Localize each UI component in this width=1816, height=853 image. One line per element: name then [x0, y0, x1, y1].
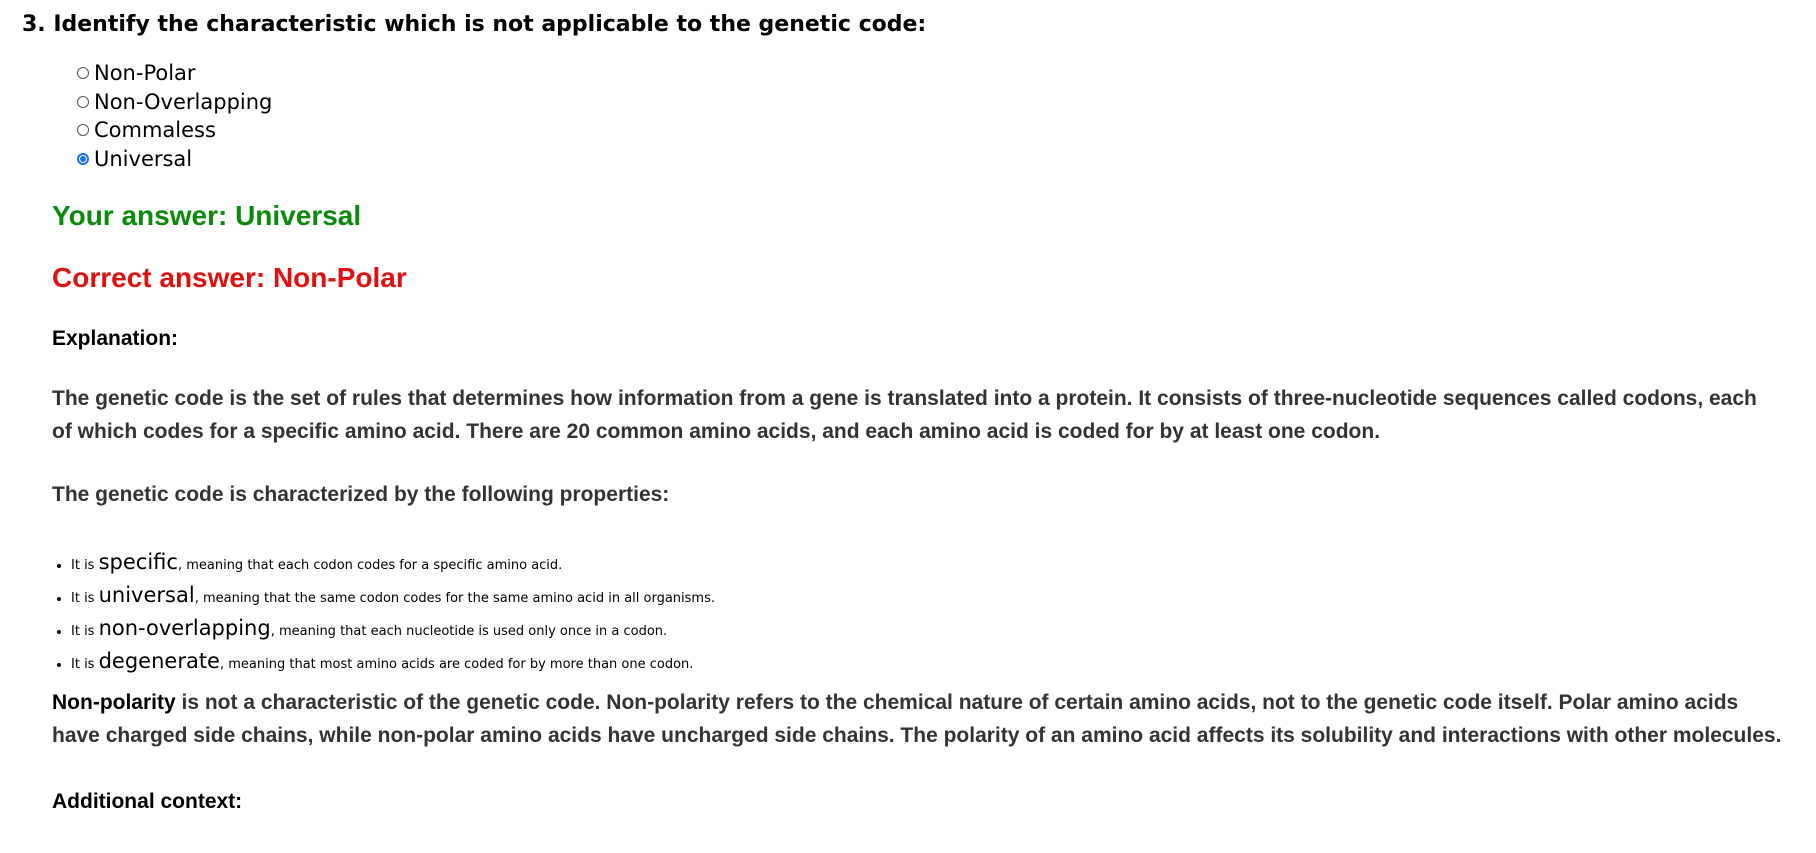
list-item: • It is universal, meaning that the same codon codes for the same amino acid in all organisms.	[71, 579, 715, 612]
answer-options	[77, 59, 272, 173]
your-answer: Your answer: Universal	[52, 200, 362, 231]
explanation-paragraph-1: The genetic code is the set of rules that determines how information from a gene is translated into a protein. It consists of three-nucleotide sequences called codons, each of which codes for a specific amino acid. There are 20 common amino acids, and each amino acid is coded for by at least one codon.	[52, 387, 1757, 443]
property-term: specific	[98, 550, 178, 574]
list-item: • It is non-overlapping, meaning that each nucleotide is used only once in a codon.	[71, 612, 715, 645]
property-term: degenerate	[98, 649, 220, 673]
radio-icon[interactable]	[77, 124, 89, 136]
radio-icon[interactable]	[77, 67, 89, 79]
property-term: non-overlapping	[98, 616, 271, 640]
explanation-paragraph-3: Non-polarity is not a characteristic of the genetic code. Non-polarity refers to the chemical nature of certain amino acids, not to the genetic code itself. Polar amino acids have charged side chains, while non-polar amino acids have uncharged side chains. The polarity of an amino acid affects its solubility and interactions with other molecules.	[52, 691, 1782, 747]
property-term: universal	[98, 583, 195, 607]
option-non-overlapping[interactable]	[77, 88, 272, 117]
properties-list	[52, 546, 715, 678]
option-label: Non-Polar	[94, 61, 196, 86]
non-polarity-term: Non-polarity	[52, 691, 176, 714]
question-title: 3. Identify the characteristic which is not applicable to the genetic code:	[22, 12, 927, 37]
option-label: Commaless	[94, 118, 216, 143]
correct-answer: Correct answer: Non-Polar	[52, 262, 407, 293]
list-item: • It is specific, meaning that each codon codes for a specific amino acid.	[71, 546, 715, 579]
additional-context-heading: Additional context:	[52, 790, 243, 813]
list-item: • It is degenerate, meaning that most amino acids are coded for by more than one codon.	[71, 645, 715, 678]
option-label: Non-Overlapping	[94, 89, 273, 114]
option-universal[interactable]	[77, 145, 272, 174]
radio-icon[interactable]	[77, 96, 89, 108]
option-label: Universal	[94, 146, 193, 171]
option-non-polar[interactable]	[77, 59, 272, 88]
explanation-paragraph-2: The genetic code is characterized by the following properties:	[52, 483, 670, 506]
option-commaless[interactable]	[77, 116, 272, 145]
explanation-heading: Explanation:	[52, 327, 179, 350]
radio-checked-icon[interactable]	[77, 153, 89, 165]
